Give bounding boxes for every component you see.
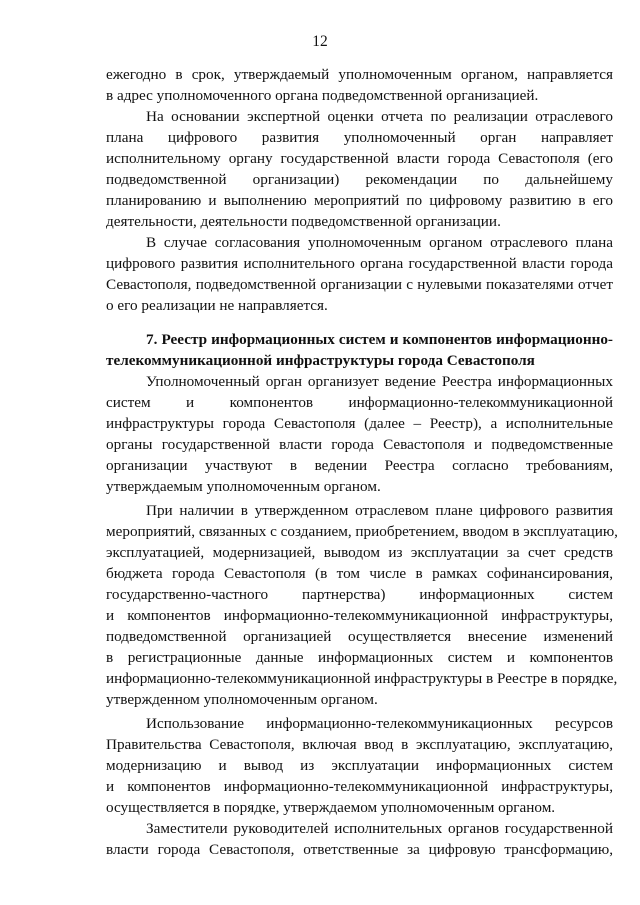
page-number: 12 xyxy=(312,33,328,50)
text-line: Использование информационно-телекоммуникационных ресурсов xyxy=(146,715,613,732)
text-line: утверждаемым уполномоченным органом. xyxy=(106,478,381,495)
text-line: мероприятий, связанных с созданием, приобретением, вводом в эксплуатацию, xyxy=(106,523,618,540)
page-body xyxy=(106,64,618,860)
text-line: государственно-частного партнерства) информационных систем xyxy=(106,586,613,603)
text-line: эксплуатацией, модернизацией, выводом из эксплуатации за счет средств xyxy=(106,544,613,561)
text-line: и компонентов информационно-телекоммуникационной инфраструктуры, xyxy=(106,607,613,624)
paragraph xyxy=(106,106,613,232)
text-line: о его реализации не направляется. xyxy=(106,297,328,314)
text-line: осуществляется в порядке, утверждаемом уполномоченным органом. xyxy=(106,799,556,816)
text-line: и компонентов информационно-телекоммуникационной инфраструктуры, xyxy=(106,778,613,795)
paragraph xyxy=(106,500,618,710)
text-line: бюджета города Севастополя (в том числе в рамках софинансирования, xyxy=(106,565,613,582)
text-line: На основании экспертной оценки отчета по реализации отраслевого xyxy=(146,108,613,125)
text-line: ежегодно в срок, утверждаемый уполномоченным органом, направляется xyxy=(106,66,613,83)
text-line: Уполномоченный орган организует ведение Реестра информационных xyxy=(146,373,613,390)
text-line: В случае согласования уполномоченным органом отраслевого плана xyxy=(146,234,613,251)
text-line: информационно-телекоммуникационной инфраструктуры в Реестре в порядке, xyxy=(106,670,618,687)
text-line: модернизацию и вывод из эксплуатации информационных систем xyxy=(106,757,613,774)
text-line: При наличии в утвержденном отраслевом плане цифрового развития xyxy=(146,502,613,519)
text-line: утвержденном уполномоченным органом. xyxy=(106,691,378,708)
text-line: в адрес уполномоченного органа подведомственной организацией. xyxy=(106,87,539,104)
heading-line: 7. Реестр информационных систем и компонентов информационно- xyxy=(146,331,613,348)
text-line: Правительства Севастополя, включая ввод в эксплуатацию, эксплуатацию, xyxy=(106,736,613,753)
text-line: исполнительному органу государственной власти города Севастополя (его xyxy=(106,150,613,167)
text-line: плана цифрового развития уполномоченный орган направляет xyxy=(106,129,613,146)
text-line: органы государственной власти города Севастополя и подведомственные xyxy=(106,436,613,453)
text-line: цифрового развития исполнительного органа государственной власти города xyxy=(106,255,613,272)
text-line: планированию и выполнению мероприятий по цифровому развитию в его xyxy=(106,192,613,209)
text-line: в регистрационные данные информационных систем и компонентов xyxy=(106,649,613,666)
text-line: деятельности, деятельности подведомственной организации. xyxy=(106,213,501,230)
heading-line: телекоммуникационной инфраструктуры города Севастополя xyxy=(106,352,535,369)
section-heading xyxy=(106,329,613,371)
text-line: власти города Севастополя, ответственные за цифровую трансформацию, xyxy=(106,841,613,858)
text-line: организации участвуют в ведении Реестра согласно требованиям, xyxy=(106,457,613,474)
paragraph xyxy=(106,232,613,316)
spacer xyxy=(106,316,613,329)
paragraph xyxy=(106,371,613,497)
text-line: инфраструктуры города Севастополя (далее – Реестр), а исполнительные xyxy=(106,415,613,432)
text-line: Севастополя, подведомственной организации с нулевыми показателями отчет xyxy=(106,276,613,293)
paragraph xyxy=(106,64,613,106)
text-line: подведомственной организации) рекомендации по дальнейшему xyxy=(106,171,613,188)
text-line: подведомственной организацией осуществляется внесение изменений xyxy=(106,628,613,645)
paragraph xyxy=(106,713,613,818)
text-line: Заместители руководителей исполнительных органов государственной xyxy=(146,820,613,837)
text-line: систем и компонентов информационно-телекоммуникационной xyxy=(106,394,613,411)
paragraph xyxy=(106,818,613,860)
